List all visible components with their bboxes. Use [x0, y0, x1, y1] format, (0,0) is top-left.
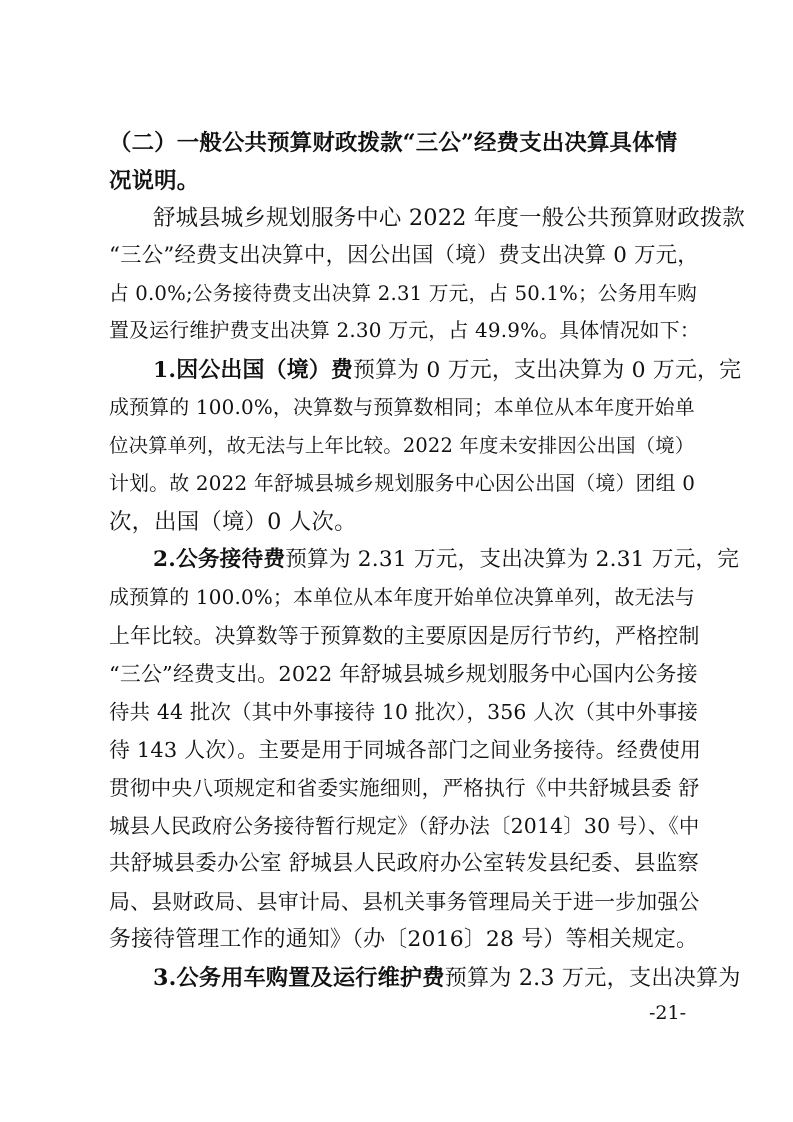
- item1-line-3: 位决算单列，故无法与上年比较。2022 年度未安排因公出国（境）: [109, 434, 695, 457]
- item2-line-3: 上年比较。决算数等于预算数的主要原因是厉行节约，严格控制: [109, 624, 700, 648]
- item1-first-rest: 预算为 0 万元，支出决算为 0 万元，完: [352, 358, 742, 383]
- item3-first-line: [153, 959, 743, 997]
- item2-line-6: 待 143 人次）。主要是用于同城各部门之间业务接待。经费使用: [109, 738, 702, 762]
- item1-line-2: 成预算的 100.0%，决算数与预算数相同；本单位从本年度开始单: [109, 396, 695, 419]
- item1-line-5: 次，出国（境）0 人次。: [109, 509, 357, 535]
- item2-line-7: 贯彻中央八项规定和省委实施细则，严格执行《中共舒城县委 舒: [109, 776, 700, 800]
- item2-line-5: 待共 44 批次（其中外事接待 10 批次），356 人次（其中外事接: [109, 700, 699, 724]
- intro-line-3: 占 0.0%;公务接待费支出决算 2.31 万元，占 50.1%；公务用车购: [109, 282, 698, 305]
- item2-line-4: “三公”经费支出。2022 年舒城县城乡规划服务中心国内公务接: [109, 662, 698, 686]
- item1-title: 1.因公出国（境）费: [153, 357, 353, 383]
- item2-first-rest: 预算为 2.31 万元，支出决算为 2.31 万元，完: [285, 547, 740, 572]
- intro-line-1: 舒城县城乡规划服务中心 2022 年度一般公共预算财政拨款: [153, 205, 746, 231]
- item1-line-4: 计划。故 2022 年舒城县城乡规划服务中心因公出国（境）团组 0: [109, 472, 696, 495]
- intro-line-2: “三公”经费支出决算中，因公出国（境）费支出决算 0 万元，: [109, 243, 699, 268]
- item2-line-9: 共舒城县委办公室 舒城县人民政府办公室转发县纪委、县监察: [109, 851, 699, 876]
- item3-title: 3.公务用车购置及运行维护费: [153, 965, 445, 991]
- item2-first-line: [153, 541, 743, 579]
- section-heading-line-1: （二）一般公共预算财政拨款“三公”经费支出决算具体情: [109, 130, 678, 156]
- item2-line-11: 务接待管理工作的通知》（办〔2016〕28 号）等相关规定。: [109, 927, 699, 952]
- item3-first-rest: 预算为 2.3 万元，支出决算为: [444, 965, 741, 991]
- item2-line-2: 成预算的 100.0%；本单位从本年度开始单位决算单列，故无法与: [109, 586, 695, 609]
- section-heading-line-2: 况说明。: [109, 168, 200, 194]
- intro-line-4: 置及运行维护费支出决算 2.30 万元，占 49.9%。具体情况如下：: [109, 319, 700, 342]
- item1-first-line: [153, 351, 743, 389]
- item2-line-8: 城县人民政府公务接待暂行规定》（舒办法〔2014〕30 号）、《中: [109, 814, 700, 838]
- item2-line-10: 局、县财政局、县审计局、县机关事务管理局关于进一步加强公: [109, 890, 700, 914]
- page-number: -21-: [649, 1002, 687, 1024]
- item2-title: 2.公务接待费: [153, 547, 286, 572]
